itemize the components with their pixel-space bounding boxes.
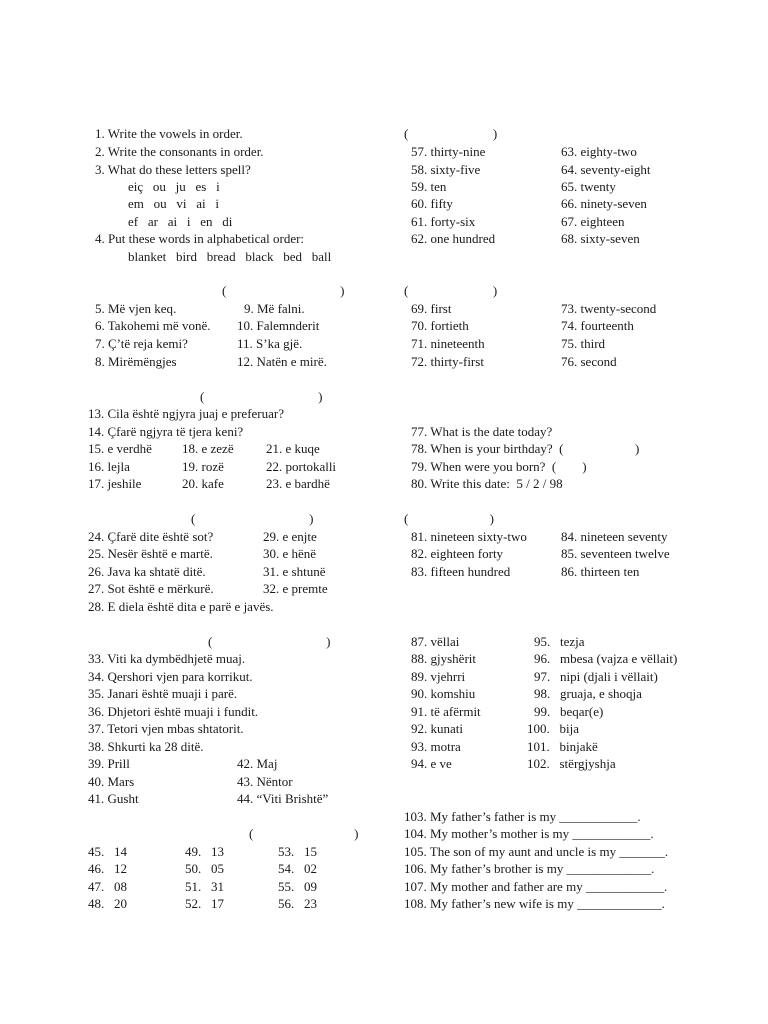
worksheet-line: 68. sixty-seven (561, 231, 640, 246)
worksheet-line: 55. 09 (278, 879, 317, 894)
worksheet-line: ( ) (191, 511, 314, 526)
worksheet-line: em ou vi ai i (128, 196, 219, 211)
worksheet-line: 50. 05 (185, 861, 224, 876)
worksheet-line: ( ) (404, 126, 498, 141)
worksheet-line: 54. 02 (278, 861, 317, 876)
worksheet-line: 25. Nesër është e martë. (88, 546, 213, 561)
worksheet-line: ( ) (404, 511, 494, 526)
worksheet-line: 91. të afërmit (411, 704, 481, 719)
worksheet-line: 86. thirteen ten (561, 564, 640, 579)
worksheet-line: 22. portokalli (266, 459, 337, 474)
worksheet-line: 1. Write the vowels in order. (95, 126, 243, 141)
worksheet-line: 37. Tetori vjen mbas shtatorit. (88, 721, 244, 736)
worksheet-line: 18. e zezë (182, 441, 234, 456)
worksheet-line: 41. Gusht (88, 791, 139, 806)
worksheet-line: 3. What do these letters spell? (95, 162, 251, 177)
worksheet-line: ( ) (200, 389, 323, 404)
worksheet-line: 78. When is your birthday? ( ) (411, 441, 640, 456)
worksheet-line: 36. Dhjetori është muaji i fundit. (88, 704, 259, 719)
worksheet-line: 80. Write this date: 5 / 2 / 98 (411, 476, 563, 491)
worksheet-line: 93. motra (411, 739, 461, 754)
worksheet-line: ( ) (208, 634, 331, 649)
worksheet-line: 103. My father’s father is my ____________. (404, 809, 641, 824)
worksheet-line: 20. kafe (182, 476, 224, 491)
worksheet-line: 106. My father’s brother is my _____________. (404, 861, 655, 876)
worksheet-line: 24. Çfarë dite është sot? (88, 529, 214, 544)
worksheet-line: 96. mbesa (vajza e vëllait) (534, 651, 678, 666)
worksheet-line: 74. fourteenth (561, 318, 634, 333)
worksheet-line: 61. forty-six (411, 214, 476, 229)
worksheet-line: 90. komshiu (411, 686, 476, 701)
worksheet-line: 26. Java ka shtatë ditë. (88, 564, 206, 579)
worksheet-line: 99. beqar(e) (534, 704, 604, 719)
worksheet-line: 83. fifteen hundred (411, 564, 511, 579)
worksheet-line: 100. bija (527, 721, 579, 736)
worksheet-line: 71. nineteenth (411, 336, 485, 351)
worksheet-line: 98. gruaja, e shoqja (534, 686, 642, 701)
worksheet-line: 8. Mirëmëngjes (95, 354, 177, 369)
worksheet-line: 44. “Viti Brishtë” (237, 791, 329, 806)
worksheet-line: 48. 20 (88, 896, 127, 911)
worksheet-line: 57. thirty-nine (411, 144, 486, 159)
worksheet-line: 59. ten (411, 179, 447, 194)
worksheet-line: 52. 17 (185, 896, 224, 911)
worksheet-line: 63. eighty-two (561, 144, 637, 159)
worksheet-line: ( ) (249, 826, 359, 841)
worksheet-line: 32. e premte (263, 581, 328, 596)
worksheet-line: 92. kunati (411, 721, 463, 736)
worksheet-line: blanket bird bread black bed ball (128, 249, 332, 264)
worksheet-line: eiç ou ju es i (128, 179, 220, 194)
worksheet-line: 9. Më falni. (244, 301, 305, 316)
worksheet-line: 14. Çfarë ngjyra të tjera keni? (88, 424, 244, 439)
worksheet-line: 73. twenty-second (561, 301, 657, 316)
worksheet-line: 62. one hundred (411, 231, 496, 246)
worksheet-line: 6. Takohemi më vonë. (95, 318, 211, 333)
worksheet-line: 10. Falemnderit (237, 318, 320, 333)
worksheet-line: 107. My mother and father are my ____________. (404, 879, 668, 894)
worksheet-line: 13. Cila është ngjyra juaj e preferuar? (88, 406, 284, 421)
worksheet-line: 65. twenty (561, 179, 616, 194)
worksheet-line: 53. 15 (278, 844, 317, 859)
worksheet-line: 105. The son of my aunt and uncle is my _______. (404, 844, 669, 859)
worksheet-line: 43. Nëntor (237, 774, 293, 789)
worksheet-line: 67. eighteen (561, 214, 625, 229)
worksheet-line: 87. vëllai (411, 634, 460, 649)
worksheet-line: 102. stërgjyshja (527, 756, 616, 771)
worksheet-line: 33. Viti ka dymbëdhjetë muaj. (88, 651, 246, 666)
worksheet-line: 38. Shkurti ka 28 ditë. (88, 739, 204, 754)
worksheet-line: 2. Write the consonants in order. (95, 144, 264, 159)
worksheet-line: 84. nineteen seventy (561, 529, 668, 544)
worksheet-line: 77. What is the date today? (411, 424, 553, 439)
worksheet-line: 88. gjyshërit (411, 651, 476, 666)
worksheet-line: 108. My father’s new wife is my _____________. (404, 896, 665, 911)
worksheet-line: 7. Ç’të reja kemi? (95, 336, 188, 351)
worksheet-line: 42. Maj (237, 756, 278, 771)
worksheet-line: 81. nineteen sixty-two (411, 529, 527, 544)
worksheet-line: 69. first (411, 301, 452, 316)
worksheet-line: 17. jeshile (88, 476, 142, 491)
worksheet-line: 75. third (561, 336, 606, 351)
worksheet-line: 21. e kuqe (266, 441, 320, 456)
worksheet-line: 104. My mother’s mother is my ____________. (404, 826, 654, 841)
worksheet-line: 79. When were you born? ( ) (411, 459, 587, 474)
worksheet-line: 11. S’ka gjë. (237, 336, 303, 351)
worksheet-line: 31. e shtunë (263, 564, 326, 579)
worksheet-line: 28. E diela është dita e parë e javës. (88, 599, 274, 614)
worksheet-line: 64. seventy-eight (561, 162, 651, 177)
worksheet-line: 4. Put these words in alphabetical order: (95, 231, 305, 246)
worksheet-line: 23. e bardhë (266, 476, 330, 491)
worksheet-line: 35. Janari është muaji i parë. (88, 686, 238, 701)
worksheet-line: 56. 23 (278, 896, 317, 911)
worksheet-line: 46. 12 (88, 861, 127, 876)
worksheet-line: 12. Natën e mirë. (237, 354, 327, 369)
worksheet-line: 66. ninety-seven (561, 196, 647, 211)
worksheet-line: 94. e ve (411, 756, 452, 771)
worksheet-line: 47. 08 (88, 879, 127, 894)
worksheet-line: 95. tezja (534, 634, 585, 649)
worksheet-line: 27. Sot është e mërkurë. (88, 581, 214, 596)
worksheet-line: 15. e verdhë (88, 441, 152, 456)
worksheet-line: 19. rozë (182, 459, 224, 474)
worksheet-line: 29. e enjte (263, 529, 317, 544)
worksheet-line: 51. 31 (185, 879, 224, 894)
worksheet-line: 40. Mars (88, 774, 135, 789)
worksheet-line: ( ) (404, 283, 498, 298)
worksheet-line: 85. seventeen twelve (561, 546, 670, 561)
worksheet-line: 89. vjehrri (411, 669, 466, 684)
worksheet-line: 34. Qershori vjen para korrikut. (88, 669, 253, 684)
worksheet-line: ef ar ai i en di (128, 214, 233, 229)
worksheet-line: ( ) (222, 283, 345, 298)
worksheet-line: 45. 14 (88, 844, 127, 859)
worksheet-line: 101. binjakë (527, 739, 598, 754)
worksheet-line: 39. Prill (88, 756, 130, 771)
worksheet-line: 97. nipi (djali i vëllait) (534, 669, 658, 684)
worksheet-line: 58. sixty-five (411, 162, 481, 177)
worksheet-line: 70. fortieth (411, 318, 469, 333)
worksheet-line: 30. e hënë (263, 546, 317, 561)
worksheet-line: 5. Më vjen keq. (95, 301, 177, 316)
worksheet-line: 76. second (561, 354, 617, 369)
worksheet-line: 49. 13 (185, 844, 224, 859)
worksheet-line: 82. eighteen forty (411, 546, 504, 561)
worksheet-line: 72. thirty-first (411, 354, 484, 369)
worksheet-line: 16. lejla (88, 459, 130, 474)
worksheet-line: 60. fifty (411, 196, 453, 211)
